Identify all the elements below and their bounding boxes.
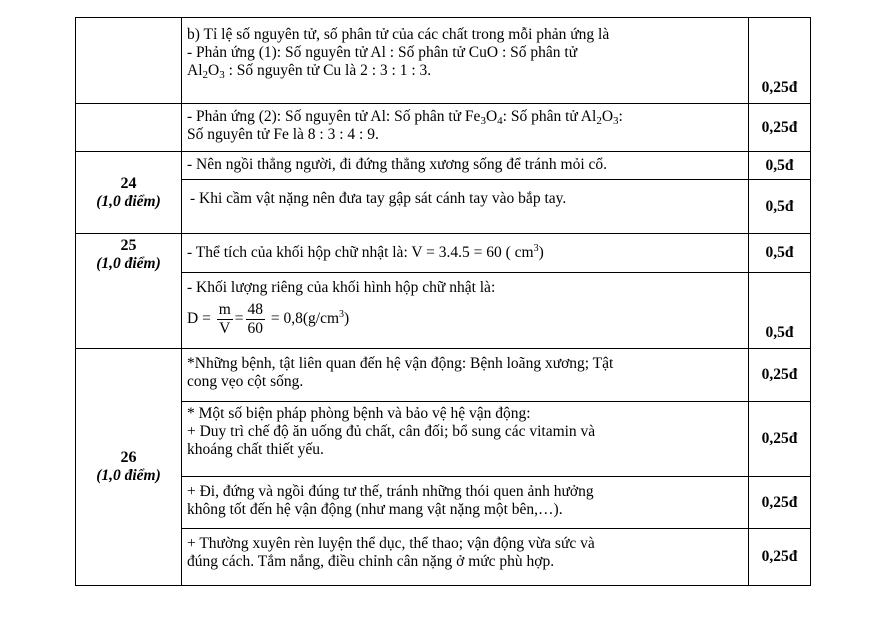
answer-line: - Phản ứng (1): Số nguyên tử Al : Số phân tử CuO : Số phân tử xyxy=(187,44,578,61)
question-number-cell xyxy=(76,152,182,234)
answer-line: không tốt đến hệ vận động (như mang vật nặng một bên,…). xyxy=(187,501,563,518)
formula-part: = xyxy=(234,310,244,328)
question-points: (1,0 điểm) xyxy=(96,255,161,272)
answer-cell xyxy=(182,234,749,273)
table-row xyxy=(76,234,811,273)
answer-line: * Một số biện pháp phòng bệnh và bảo vệ hệ vận động: xyxy=(187,405,531,422)
fraction xyxy=(217,301,233,338)
answer-line xyxy=(187,108,744,126)
question-points: (1,0 điểm) xyxy=(96,467,161,484)
table-row xyxy=(76,18,811,104)
answer-line: khoáng chất thiết yếu. xyxy=(187,441,324,458)
subscript: 3 xyxy=(480,115,486,127)
question-number: 25 xyxy=(120,237,137,254)
formula-part: O xyxy=(601,108,614,125)
answer-line: đúng cách. Tắm nắng, điều chỉnh cân nặng ở mức phù hợp. xyxy=(187,553,555,570)
score-cell: 0,5đ xyxy=(749,234,811,273)
answer-cell xyxy=(182,349,749,402)
question-number: 26 xyxy=(120,449,137,466)
score-cell: 0,25đ xyxy=(749,349,811,402)
subscript: 3 xyxy=(613,115,619,127)
superscript: 3 xyxy=(533,243,539,254)
question-number-cell xyxy=(76,234,182,349)
question-number-cell xyxy=(76,349,182,586)
answer-cell xyxy=(182,402,749,477)
score-cell: 0,5đ xyxy=(749,152,811,180)
question-number: 24 xyxy=(120,174,137,192)
answer-line: b) Tỉ lệ số nguyên tử, số phân tử của các chất trong mỗi phản ứng là xyxy=(187,26,610,43)
subscript: 2 xyxy=(596,115,602,127)
formula-part: : Số phân tử Al xyxy=(502,108,597,125)
formula-part: O xyxy=(485,108,498,125)
question-points: (1,0 điểm) xyxy=(96,192,161,210)
score-cell: 0,25đ xyxy=(749,477,811,529)
answer-cell xyxy=(182,273,749,349)
fraction xyxy=(246,301,266,338)
table-row xyxy=(76,349,811,402)
table-row xyxy=(76,180,811,234)
answer-line: + Duy trì chế độ ăn uống đủ chất, cân đối; bổ sung các vitamin và xyxy=(187,423,596,440)
answer-line xyxy=(187,62,744,80)
numerator: m xyxy=(218,301,231,318)
score-cell: 0,25đ xyxy=(749,18,811,104)
subscript: 3 xyxy=(219,69,225,81)
table-row xyxy=(76,152,811,180)
answer-cell xyxy=(182,152,749,180)
subscript: 4 xyxy=(497,115,503,127)
superscript: 3 xyxy=(339,309,345,321)
formula-part: - Phản ứng (2): Số nguyên tử Al: Số phân tử Fe xyxy=(187,108,481,125)
table-row xyxy=(76,104,811,152)
density-formula xyxy=(187,301,744,338)
score-cell: 0,25đ xyxy=(749,529,811,586)
score-cell: 0,5đ xyxy=(749,180,811,234)
question-cell-empty xyxy=(76,18,182,104)
answer-line: - Khối lượng riêng của khối hình hộp chữ nhật là: xyxy=(187,279,496,296)
subscript: 2 xyxy=(202,69,208,81)
numerator: 48 xyxy=(247,301,263,318)
formula-part: : Số nguyên tử Cu là 2 : 3 : 1 : 3. xyxy=(224,62,432,79)
score-cell: 0,5đ xyxy=(749,273,811,349)
answer-cell xyxy=(182,529,749,586)
answer-line: Số nguyên tử Fe là 8 : 3 : 4 : 9. xyxy=(187,126,379,143)
answer-cell xyxy=(182,18,749,104)
denominator: 60 xyxy=(247,320,263,337)
answer-line: cong vẹo cột sống. xyxy=(187,373,304,390)
table-row xyxy=(76,273,811,349)
answer-cell xyxy=(182,477,749,529)
question-cell-empty xyxy=(76,104,182,152)
answer-line xyxy=(187,244,744,262)
score-cell: 0,25đ xyxy=(749,402,811,477)
answer-cell xyxy=(182,180,749,234)
answer-line: *Những bệnh, tật liên quan đến hệ vận động: Bệnh loãng xương; Tật xyxy=(187,355,614,372)
answer-line: + Đi, đứng và ngồi đúng tư thế, tránh những thói quen ảnh hưởng xyxy=(187,483,594,500)
answer-line: + Thường xuyên rèn luyện thể dục, thể thao; vận động vừa sức và xyxy=(187,535,595,552)
score-cell: 0,25đ xyxy=(749,104,811,152)
formula-part: ) xyxy=(538,244,544,261)
table-row xyxy=(76,402,811,477)
denominator: V xyxy=(219,320,231,337)
formula-part: - Thể tích của khối hộp chữ nhật là: V = 3.4.5 = 60 ( cm xyxy=(187,244,534,261)
formula-part: O xyxy=(208,62,220,79)
formula-part: Al xyxy=(187,62,203,79)
formula-part: = 0,8(g/cm xyxy=(270,310,340,328)
formula-part: ) xyxy=(344,310,350,328)
formula-part: : xyxy=(618,108,623,125)
table-row xyxy=(76,529,811,586)
formula-part: D = xyxy=(187,310,211,328)
table-row xyxy=(76,477,811,529)
answer-table xyxy=(75,17,811,586)
answer-line: - Khi cầm vật nặng nên đưa tay gập sát cánh tay vào bắp tay. xyxy=(190,190,567,207)
answer-line: - Nên ngồi thẳng người, đi đứng thẳng xương sống để tránh mỏi cổ. xyxy=(187,156,607,173)
answer-cell xyxy=(182,104,749,152)
